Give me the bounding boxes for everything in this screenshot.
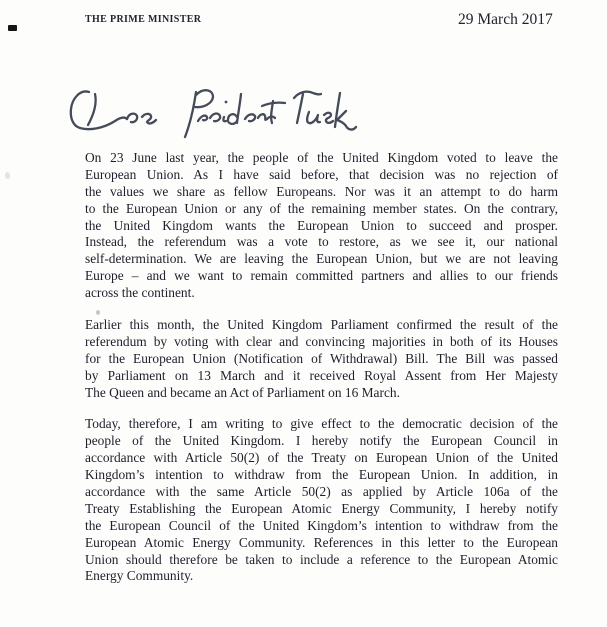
letter-line: Instead, the referendum was a vote to restore, as we see it, our national	[85, 234, 558, 250]
letter-line: Today, therefore, I am writing to give effect to the democratic decision of the	[85, 416, 558, 432]
letter-line: the European Council of the United Kingdom’s intention to withdraw from the	[85, 517, 558, 533]
letter-line: Treaty Establishing the European Atomic Energy Community, I hereby notify	[85, 500, 558, 516]
handwriting-strokes	[56, 76, 362, 144]
letter-line: Energy Community.	[85, 568, 194, 584]
letterhead-sender: THE PRIME MINISTER	[85, 14, 202, 25]
scan-artifact-mark	[8, 25, 17, 31]
paragraph-3	[85, 416, 558, 585]
letter-line: Earlier this month, the United Kingdom Parliament confirmed the result of the	[85, 317, 558, 333]
handwritten-salutation	[56, 76, 362, 144]
paragraph-1	[85, 150, 558, 302]
letter-line: European Atomic Energy Community. References in this letter to the European	[85, 534, 558, 550]
letter-line: the values we share as fellow Europeans. Nor was it an attempt to do harm	[85, 183, 558, 199]
letter-line: On 23 June last year, the people of the United Kingdom voted to leave the	[85, 150, 558, 165]
paragraph-2	[85, 317, 558, 401]
letter-line: self-determination. We are leaving the European Union, but we are not leaving	[85, 251, 558, 267]
letter-line: The Queen and became an Act of Parliament on 16 March.	[85, 384, 400, 400]
letter-line: for the European Union (Notification of Withdrawal) Bill. The Bill was passed	[85, 350, 558, 366]
letter-line: accordance with the same Article 50(2) as applied by Article 106a of the	[85, 484, 558, 500]
letter-line: Kingdom’s intention to withdraw from the European Union. In addition, in	[85, 467, 558, 483]
letter-line: European Union. As I have said before, that decision was no rejection of	[85, 166, 558, 182]
letter-line: to the European Union or any of the remaining member states. On the contrary,	[85, 200, 558, 216]
letter-line: by Parliament on 13 March and it received Royal Assent from Her Majesty	[85, 367, 558, 383]
letter-line: referendum by voting with clear and convincing majorities in both of its Houses	[85, 333, 558, 349]
letter-date: 29 March 2017	[458, 11, 553, 28]
letter-line: across the continent.	[85, 285, 195, 301]
letter-line: people of the United Kingdom. I hereby notify the European Council in	[85, 433, 558, 449]
scan-smudge	[5, 172, 10, 179]
letter-line: Union should therefore be taken to include a reference to the European Atomic	[85, 551, 558, 567]
letter-line: the United Kingdom wants the European Union to succeed and prosper.	[85, 217, 558, 233]
letter-line: Europe – and we want to remain committed partners and allies to our friends	[85, 268, 558, 284]
letter-body	[85, 150, 558, 600]
letter-line: accordance with Article 50(2) of the Treaty on European Union of the United	[85, 450, 558, 466]
